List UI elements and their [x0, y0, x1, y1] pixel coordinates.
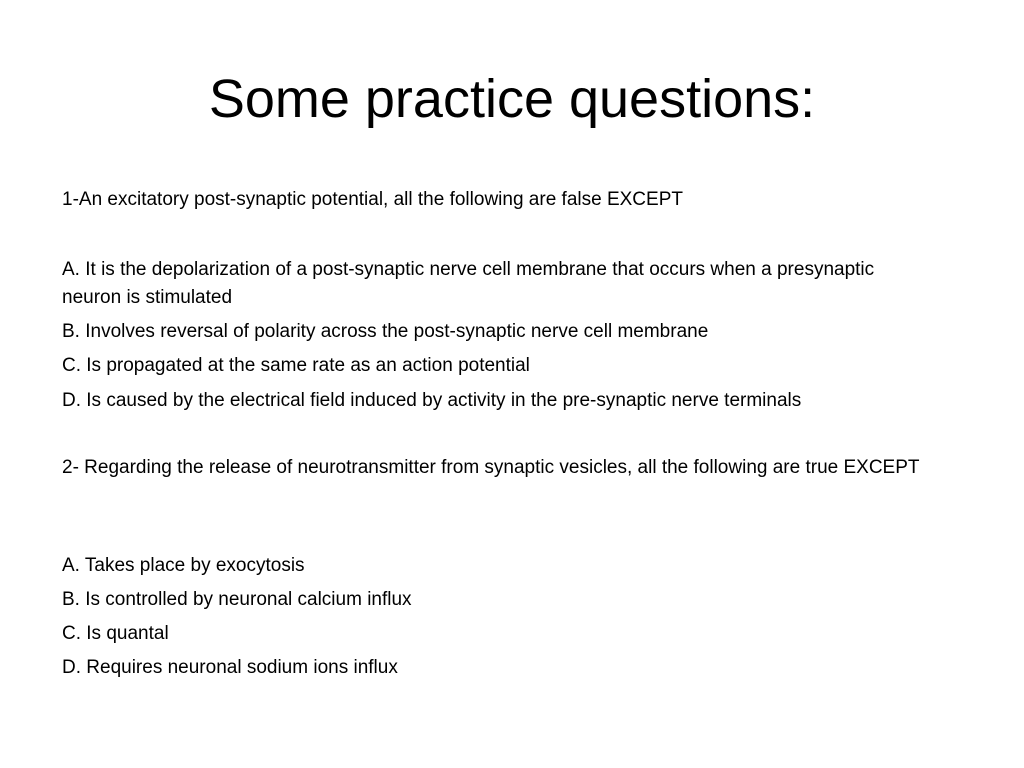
question-1-stem: 1-An excitatory post-synaptic potential, all the following are false EXCEPT	[62, 189, 683, 210]
question-1-option-d: D. Is caused by the electrical field induced by activity in the pre-synaptic nerve terminals	[62, 390, 802, 411]
question-2-stem: 2- Regarding the release of neurotransmitter from synaptic vesicles, all the following are true EXCEPT	[62, 457, 920, 478]
question-2-option-a: A. Takes place by exocytosis	[62, 555, 305, 576]
slide-title: Some practice questions:	[208, 69, 816, 129]
question-2-option-c: C. Is quantal	[62, 623, 169, 644]
question-2-option-d: D. Requires neuronal sodium ions influx	[62, 657, 398, 678]
question-1-option-a: A. It is the depolarization of a post-synaptic nerve cell membrane that occurs when a presynaptic neuron is stimulated	[62, 259, 875, 308]
question-1-option-b: B. Involves reversal of polarity across the post-synaptic nerve cell membrane	[62, 321, 709, 342]
question-2-option-b: B. Is controlled by neuronal calcium influx	[62, 589, 412, 610]
question-1-option-c: C. Is propagated at the same rate as an action potential	[62, 355, 530, 376]
